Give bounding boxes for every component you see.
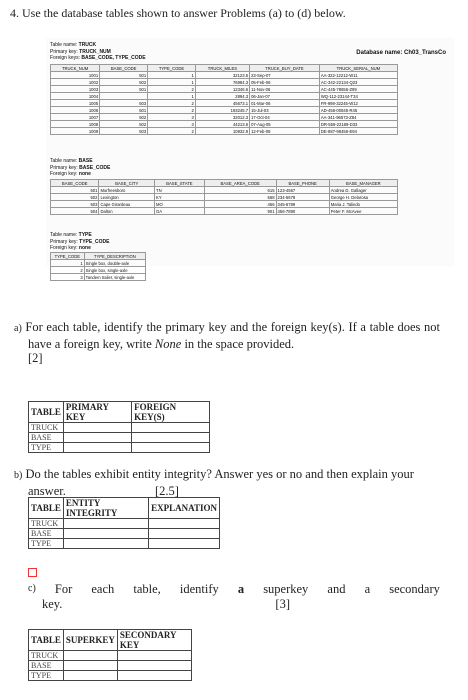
part-b-marker: b) [14, 470, 23, 481]
truck-cell: FR-998-32245-W12 [319, 100, 397, 107]
database-figure [46, 38, 454, 280]
part-c-word: table, [133, 582, 161, 596]
truck-cell: 01-Mar-06 [250, 100, 320, 107]
answer-cell[interactable] [63, 671, 117, 681]
truck-table-row [51, 79, 398, 86]
answer-cell[interactable] [149, 539, 220, 549]
label: Table name: [50, 232, 78, 238]
truck-column-header: TRUCK_NUM [51, 65, 100, 72]
answer-cell[interactable] [132, 443, 210, 453]
row-label: TRUCK [29, 519, 64, 529]
base-table-name: BASE [78, 158, 93, 164]
truck-cell: AC-342-22134-Q23 [319, 79, 397, 86]
truck-cell: 502 [100, 79, 148, 86]
part-c-text [28, 582, 440, 611]
truck-cell: 503 [100, 100, 148, 107]
truck-cell: DE-887-98456-E94 [319, 128, 397, 135]
part-c-answer-table [28, 629, 192, 681]
truck-cell: 1007 [51, 114, 100, 121]
answer-row [29, 519, 220, 529]
truck-cell: 503 [100, 128, 148, 135]
truck-cell: 1001 [51, 72, 100, 79]
label: Primary key: [50, 48, 78, 55]
truck-meta [50, 42, 146, 62]
base-cell: TN [155, 187, 205, 194]
answer-cell[interactable] [149, 529, 220, 539]
type-meta [50, 232, 109, 252]
answer-row [29, 443, 210, 453]
part-a-answer-table [28, 401, 210, 453]
truck-table-name: TRUCK [78, 42, 97, 48]
label: Primary key: [50, 164, 78, 171]
base-cell: Cape Girardeau [99, 201, 155, 208]
truck-cell: DR-559-22189-D33 [319, 121, 397, 128]
answer-row [29, 539, 220, 549]
truck-cell: 1 [148, 79, 196, 86]
truck-column-header: TRUCK_MILES [195, 65, 249, 72]
truck-cell: 502 [100, 114, 148, 121]
base-cell: 504 [51, 208, 99, 215]
base-cell: 345-6789 [276, 201, 329, 208]
part-b-text [14, 467, 440, 498]
row-label: BASE [29, 661, 64, 671]
base-table-row [51, 194, 398, 201]
answer-cell[interactable] [117, 651, 191, 661]
base-cell: 503 [51, 201, 99, 208]
part-a-marker: a) [14, 323, 22, 334]
part-c-word: secondary [389, 582, 440, 596]
answer-cell[interactable] [63, 433, 131, 443]
answer-cell[interactable] [63, 423, 131, 433]
part-b-points: [2.5] [154, 483, 179, 498]
label: Foreign keys: [50, 55, 81, 61]
answer-cell[interactable] [117, 661, 191, 671]
truck-table-row [51, 128, 398, 135]
truck-cell: 2 [148, 86, 196, 93]
row-label: TRUCK [29, 651, 64, 661]
label: Table name: [50, 42, 78, 48]
row-label: TYPE [29, 443, 64, 453]
type-foreign-key: none [78, 245, 91, 251]
answer-cell[interactable] [63, 661, 117, 671]
part-c-marker: c) [28, 583, 36, 594]
truck-cell: WQ-112-23144-T34 [319, 93, 397, 100]
base-cell: 615 [204, 187, 276, 194]
truck-column-header: TYPE_CODE [148, 65, 196, 72]
part-c-word: a [237, 582, 245, 596]
truck-cell: 3 [148, 121, 196, 128]
base-cell: George H. Delarosa [329, 194, 397, 201]
base-cell: 234-5678 [276, 194, 329, 201]
type-table-row [51, 274, 146, 281]
base-cell: 502 [51, 194, 99, 201]
base-column-header: BASE_PHONE [276, 180, 329, 187]
truck-column-header: BASE_CODE [100, 65, 148, 72]
truck-cell: 501 [100, 72, 148, 79]
truck-cell: 2 [148, 100, 196, 107]
base-table-row [51, 187, 398, 194]
base-table-row [51, 201, 398, 208]
truck-cell: 2894.3 [195, 93, 249, 100]
answer-cell[interactable] [132, 423, 210, 433]
answer-cell[interactable] [63, 443, 131, 453]
type-table-row [51, 267, 146, 274]
base-cell: KY [155, 194, 205, 201]
truck-cell: 11-Nov-06 [250, 86, 320, 93]
truck-cell: 1009 [51, 128, 100, 135]
base-cell: 501 [51, 187, 99, 194]
row-label: TYPE [29, 671, 64, 681]
part-b-question: Do the tables exhibit entity integrity? Answer yes or no and then explain your answer. [25, 467, 414, 498]
truck-cell: 12346.6 [195, 86, 249, 93]
truck-cell: 15-Jul-03 [250, 107, 320, 114]
truck-cell: 10932.9 [195, 128, 249, 135]
base-column-header: BASE_AREA_CODE [204, 180, 276, 187]
part-b-answer-table [28, 497, 220, 549]
label: Foreign key: [50, 245, 78, 251]
base-cell: MO [155, 201, 205, 208]
truck-cell: 501 [100, 86, 148, 93]
truck-cell: 502 [100, 121, 148, 128]
answer-cell[interactable] [149, 519, 220, 529]
answer-cell[interactable] [63, 519, 148, 529]
part-a-question: For each table, identify the primary key and the foreign key(s). If a table does not have a foreign key, write None in the space provided. [25, 320, 440, 351]
part-c-header: SECONDARY KEY [117, 630, 191, 651]
truck-table-row [51, 93, 398, 100]
type-cell: 1 [51, 260, 85, 267]
truck-primary-key: TRUCK_NUM [79, 48, 111, 55]
truck-column-header: TRUCK_BUY_DATE [250, 65, 320, 72]
part-b-header: ENTITY INTEGRITY [63, 498, 148, 519]
answer-row [29, 671, 192, 681]
question-heading: 4. Use the database tables shown to answer Problems (a) to (d) below. [10, 6, 346, 20]
part-a-header: FOREIGN KEY(S) [132, 402, 210, 423]
label: Primary key: [50, 238, 78, 245]
row-label: BASE [29, 529, 64, 539]
truck-cell: 45673.1 [195, 100, 249, 107]
base-cell: GA [155, 208, 205, 215]
base-cell: Peter F. McAvee [329, 208, 397, 215]
type-table-name: TYPE [78, 232, 92, 238]
truck-cell: 3 [148, 114, 196, 121]
answer-cell[interactable] [132, 433, 210, 443]
truck-table-row [51, 107, 398, 114]
answer-cell[interactable] [63, 651, 117, 661]
truck-cell: 06-Jan-07 [250, 93, 320, 100]
truck-cell: 23-Sep-07 [250, 72, 320, 79]
base-cell: 568 [204, 194, 276, 201]
truck-table-row [51, 86, 398, 93]
part-c-word: a [364, 582, 371, 596]
part-c-word: For [54, 582, 73, 596]
truck-cell: 1002 [51, 79, 100, 86]
base-column-header: BASE_STATE [155, 180, 205, 187]
base-table [50, 179, 398, 215]
truck-cell: 2 [148, 107, 196, 114]
truck-cell: AC-445-78656-Z99 [319, 86, 397, 93]
answer-row [29, 423, 210, 433]
part-c-word: and [327, 582, 346, 596]
row-label: BASE [29, 433, 64, 443]
truck-cell: 501 [100, 107, 148, 114]
truck-cell: 07-Aug-05 [250, 121, 320, 128]
base-primary-key: BASE_CODE [79, 164, 111, 171]
part-a-text [14, 320, 440, 366]
answer-cell[interactable] [63, 529, 148, 539]
type-column-header: TYPE_CODE [51, 253, 85, 260]
type-table-row [51, 260, 146, 267]
truck-cell: 193245.7 [195, 107, 249, 114]
part-c-header: SUPERKEY [63, 630, 117, 651]
truck-cell: 12-Feb-08 [250, 128, 320, 135]
truck-cell: 1005 [51, 100, 100, 107]
type-table [50, 252, 146, 281]
base-column-header: BASE_MANAGER [329, 180, 397, 187]
label: Foreign key: [50, 171, 78, 177]
truck-cell: 32012.3 [195, 114, 249, 121]
part-c-header: TABLE [29, 630, 64, 651]
answer-row [29, 651, 192, 661]
truck-cell: 1006 [51, 107, 100, 114]
answer-row [29, 529, 220, 539]
truck-table [50, 64, 398, 135]
type-cell: Single box, single-axle [84, 267, 145, 274]
base-table-row [51, 208, 398, 215]
base-meta [50, 158, 110, 178]
answer-cell[interactable] [117, 671, 191, 681]
label: Table name: [50, 158, 78, 164]
truck-cell: 1008 [51, 121, 100, 128]
type-primary-key: TYPE_CODE [79, 238, 110, 245]
base-cell: Dalton [99, 208, 155, 215]
base-cell: 456-7890 [276, 208, 329, 215]
truck-cell: AD-456-00845-R45 [319, 107, 397, 114]
answer-row [29, 433, 210, 443]
database-name: Database name: Ch03_TransCo [356, 50, 446, 56]
part-c-word: superkey [263, 582, 309, 596]
truck-column-header: TRUCK_SERIAL_NUM [319, 65, 397, 72]
truck-foreign-keys: BASE_CODE, TYPE_CODE [81, 55, 146, 61]
truck-cell: 1003 [51, 86, 100, 93]
part-c-word: identify [179, 582, 219, 596]
part-a-points: [2] [28, 351, 43, 365]
truck-table-row [51, 100, 398, 107]
type-column-header: TYPE_DESCRIPTION [84, 253, 145, 260]
base-column-header: BASE_CITY [99, 180, 155, 187]
type-cell: 3 [51, 274, 85, 281]
answer-cell[interactable] [63, 539, 148, 549]
base-cell: 123-4567 [276, 187, 329, 194]
truck-table-row [51, 72, 398, 79]
part-c-points: [3] [275, 596, 290, 611]
truck-cell: 1004 [51, 93, 100, 100]
part-b-header: TABLE [29, 498, 64, 519]
type-cell: Tandem trailer, single-axle [84, 274, 145, 281]
truck-cell: 1 [148, 72, 196, 79]
part-b-header: EXPLANATION [149, 498, 220, 519]
part-a-header: PRIMARY KEY [63, 402, 131, 423]
truck-cell: 05-Feb-06 [250, 79, 320, 86]
row-label: TRUCK [29, 423, 64, 433]
truck-table-row [51, 121, 398, 128]
truck-cell: AA-322-12212-W11 [319, 72, 397, 79]
type-cell: 2 [51, 267, 85, 274]
truck-cell [100, 93, 148, 100]
row-label: TYPE [29, 539, 64, 549]
base-cell: Andrea D. Gallager [329, 187, 397, 194]
part-c-word: each [91, 582, 115, 596]
base-column-header: BASE_CODE [51, 180, 99, 187]
base-cell: 901 [204, 208, 276, 215]
type-cell: Single box, double-axle [84, 260, 145, 267]
part-c-line2: key. [42, 596, 63, 611]
truck-cell: 32123.5 [195, 72, 249, 79]
base-cell: 456 [204, 201, 276, 208]
truck-cell: 1 [148, 93, 196, 100]
truck-cell: 76984.3 [195, 79, 249, 86]
truck-table-row [51, 114, 398, 121]
part-a-header: TABLE [29, 402, 64, 423]
base-cell: Lexington [99, 194, 155, 201]
truck-cell: 17-Oct-04 [250, 114, 320, 121]
truck-cell: 2 [148, 128, 196, 135]
base-foreign-key: none [78, 171, 91, 177]
truck-cell: 44213.6 [195, 121, 249, 128]
answer-checkbox[interactable] [28, 568, 37, 577]
truck-cell: AA-341-96573-Z84 [319, 114, 397, 121]
answer-row [29, 661, 192, 671]
base-cell: Murfreesboro [99, 187, 155, 194]
base-cell: Maria J. Talindo [329, 201, 397, 208]
